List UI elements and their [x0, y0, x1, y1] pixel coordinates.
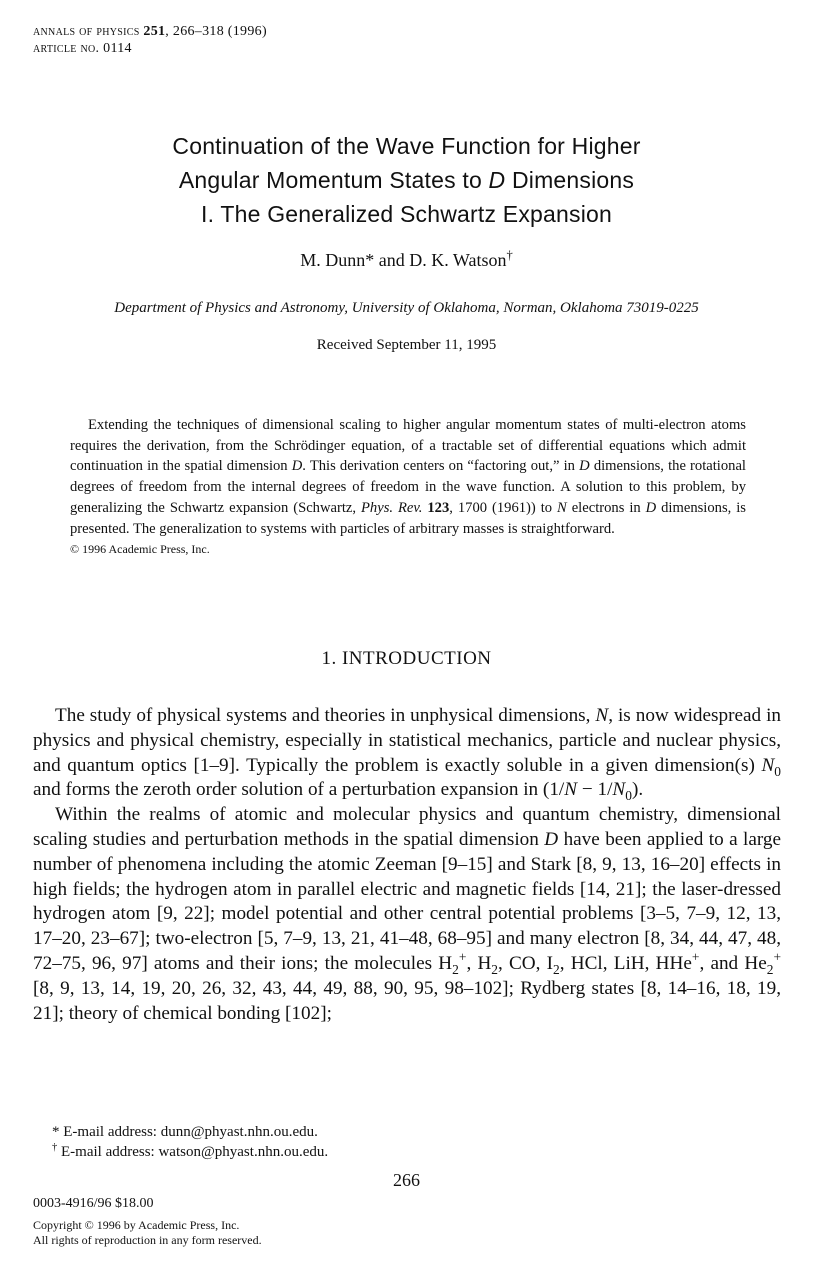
article-number: 0114 [99, 41, 132, 56]
received-date: Received September 11, 1995 [316, 337, 497, 353]
abstract-part-6: dimensions, is presented. The generalization to systems with particles of arbitrary masses is straightforward. [70, 499, 746, 537]
affiliation: Department of Physics and Astronomy, University of Oklahoma, Norman, Oklahoma 73019-0225 [114, 300, 699, 316]
footnote-watson [52, 1142, 328, 1162]
intro-p1-a: The study of physical systems and theories in unphysical dimensions, [55, 705, 596, 726]
journal-header [33, 24, 267, 40]
journal-pages-year: , 266–318 (1996) [165, 24, 267, 39]
intro-p1-b: , is now widespread in physics and physical chemistry, especially in statistical mechanics, particle and nuclear physics, and quantum optics [1–9]. Typically the problem is exactly soluble in a given dimension(s) [33, 705, 781, 776]
article-number-line [33, 41, 132, 57]
intro-var-n-2: N [564, 779, 578, 801]
intro-var-n: N [595, 705, 609, 726]
intro-var-d: D [544, 828, 559, 850]
title-line-2 [0, 167, 813, 194]
title-line-2-part-a: Angular Momentum States to [178, 167, 489, 193]
title-variable-d: D [488, 167, 506, 193]
abstract-part-2: . This derivation centers on “factoring out,” in [302, 458, 580, 475]
abstract-part-4: , 1700 (1961)) to [449, 499, 558, 516]
authors [0, 250, 813, 271]
page-number: 266 [393, 1170, 420, 1190]
author-dunn-mark: * [365, 250, 375, 270]
intro-paragraph-1 [33, 704, 781, 803]
abstract [70, 415, 746, 560]
title-line-1: Continuation of the Wave Function for Higher [172, 133, 641, 159]
he2-plus-sub: 2 [766, 961, 774, 977]
intro-p2-c: , H [466, 952, 492, 974]
author-watson-mark: † [506, 248, 513, 262]
intro-p1-c: and forms the zeroth order solution of a perturbation expansion in (1/ [33, 779, 565, 801]
intro-sub-0-b: 0 [625, 788, 632, 804]
footnote-watson-mark: † [52, 1142, 58, 1153]
publication-code: 0003-4916/96 $18.00 [33, 1196, 154, 1211]
footnote-watson-text: E-mail address: watson@phyast.nhn.ou.edu. [57, 1144, 329, 1160]
footnotes [52, 1122, 328, 1162]
section-heading: 1. INTRODUCTION [321, 648, 492, 669]
intro-p2-g: [8, 9, 13, 14, 19, 20, 26, 32, 43, 44, 49, 88, 90, 95, 98–102]; Rydberg states [8, 14–16, 18, 19, 21]; theory of chemical bonding [102]; [33, 977, 781, 1024]
intro-p2-b: have been applied to a large number of phenomena including the atomic Zeeman [9–15] and Stark [8, 9, 13, 16–20] effects in high fields; the hydrogen atom in parallel electric and magnetic fields [14, 21]; the laser-dressed hydrogen atom [9, 22]; model potential and other central potential problems [3–5, 7–9, 12, 13, 17–20, 23–67]; two-electron [5, 7–9, 13, 21, 41–48, 68–95] and many electron [8, 34, 44, 47, 48, 72–75, 96, 97] atoms and their ions; the molecules H [33, 828, 782, 974]
intro-var-n0: N [761, 754, 775, 776]
i2-sub: 2 [553, 961, 560, 977]
abstract-part-3: dimensions, the rotational degrees of freedom from the internal degrees of freedom in the wave function. A solution to this problem, by generalizing the Schwartz expansion (Schwartz, [70, 458, 746, 516]
title-line-2-part-b: Dimensions [505, 167, 635, 193]
article-label: article no. [33, 41, 100, 56]
author-conjunction: and [374, 250, 410, 270]
author-watson: D. K. Watson [409, 250, 507, 270]
intro-p2-a: Within the realms of atomic and molecular physics and quantum chemistry, dimensional scaling studies and perturbation methods in the spatial dimension [33, 804, 781, 850]
intro-p2-d: , CO, I [498, 952, 554, 974]
h2-plus-sub: 2 [452, 961, 459, 977]
he2-plus-sup: + [773, 949, 782, 965]
abstract-var-d-3: D [645, 499, 657, 516]
intro-var-n-3: N [612, 779, 626, 801]
introduction-body [33, 704, 781, 1026]
abstract-part-1: Extending the techniques of dimensional scaling to higher angular momentum states of multi-electron atoms requires the derivation, from the Schrödinger equation, of a tractable set of differential equations which admit continuation in the spatial dimension [70, 417, 746, 475]
footnote-dunn-mark: * [52, 1124, 60, 1140]
intro-p1-d: − 1/ [577, 779, 613, 801]
intro-p2-f: , and He [699, 952, 767, 974]
h2-plus-sup: + [458, 949, 467, 965]
abstract-journal-ref: Phys. Rev. [361, 499, 423, 516]
abstract-volume-ref: 123 [427, 499, 450, 516]
intro-p1-e: ). [631, 779, 644, 801]
journal-volume: 251 [143, 24, 166, 39]
h2-sub: 2 [491, 961, 499, 977]
intro-p2-e: , HCl, LiH, HHe [559, 952, 692, 974]
footnote-dunn [52, 1122, 328, 1142]
abstract-copyright: © 1996 Academic Press, Inc. [70, 542, 210, 557]
abstract-var-d-2: D [579, 458, 590, 475]
intro-sub-0: 0 [774, 763, 781, 779]
abstract-text [70, 415, 746, 539]
abstract-part-5: electrons in [566, 499, 646, 516]
abstract-var-n: N [557, 499, 567, 516]
intro-paragraph-2 [33, 803, 781, 1026]
journal-name: annals of physics [33, 24, 140, 39]
reproduction-rights: All rights of reproduction in any form reserved. [33, 1233, 262, 1247]
footnote-dunn-text: E-mail address: dunn@phyast.nhn.ou.edu. [59, 1124, 318, 1140]
publisher-copyright: Copyright © 1996 by Academic Press, Inc. [33, 1218, 240, 1232]
author-dunn: M. Dunn [300, 250, 366, 270]
title-line-3: I. The Generalized Schwartz Expansion [201, 201, 612, 227]
abstract-var-d-1: D [291, 458, 303, 475]
publication-info [33, 1196, 262, 1248]
hhe-plus-sup: + [691, 949, 700, 965]
